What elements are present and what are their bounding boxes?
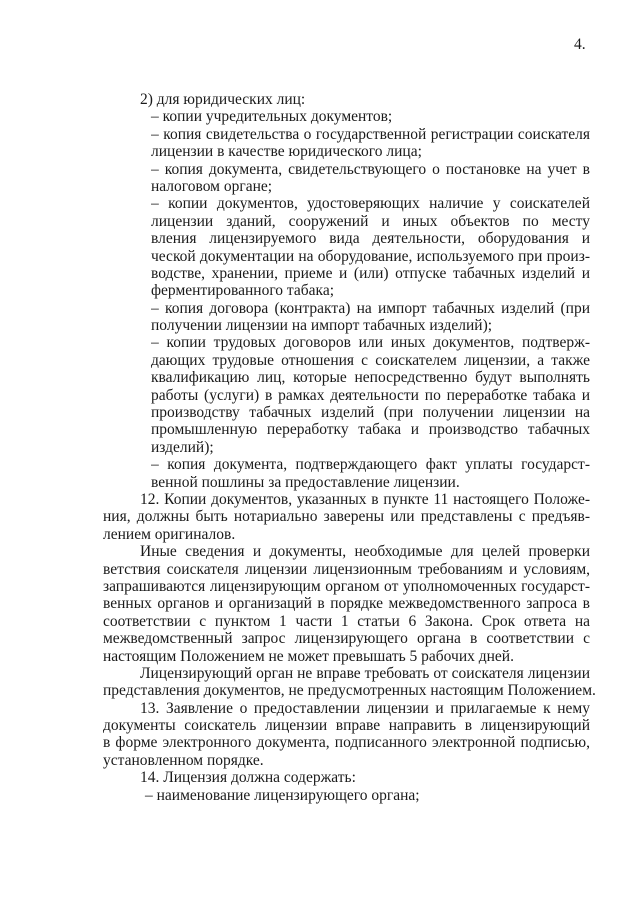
text-line: ферментированного табака; [151,282,335,300]
text-line: – копия документа, свидетельствующего о постановке на учет в [151,160,590,178]
list-item [0,108,640,125]
text-line: лицензии зданий, сооружений и иных объектов по месту [151,212,590,230]
text-line: – копия договора (контракта) на импорт табачных изделий (при [151,299,590,317]
text-line: 13. Заявление о предоставлении лицензии и прилагаемые к нему [140,699,590,717]
text-line: в форме электронного документа, подписанного электронной подписью, [103,734,590,752]
text-line: 12. Копии документов, указанных в пункте 11 настоящего Положе- [140,490,590,508]
document-body [0,91,640,804]
text-line: – копии документов, удостоверяющих наличие у соискателей [151,195,590,213]
paragraph [0,700,640,770]
list-item [0,787,640,804]
text-line: дающих трудовые отношения с соискателем лицензии, а также [151,351,590,369]
text-line: венных органов и организаций в порядке межведомственного запроса в [103,595,590,613]
text-line: 14. Лицензия должна содержать: [140,769,356,787]
section-heading [0,91,640,108]
text-line: ветствия соискателя лицензии лицензионным требованиям и условиям, [103,560,590,578]
text-line: представления документов, не предусмотренных настоящим Положением. [103,682,596,700]
text-line: – копия документа, подтверждающего факт уплаты государст- [151,456,590,474]
list-item [0,334,640,456]
text-line: промышленную переработку табака и производство табачных [151,421,590,439]
text-line: запрашиваются лицензирующим органом от уполномоченных государст- [103,577,590,595]
list-item [0,161,640,196]
text-line: Лицензирующий орган не вправе требовать от соискателя лицензии [140,664,590,682]
text-line: изделий); [151,438,214,456]
list-item [0,456,640,491]
text-line: межведомственный запрос лицензирующего органа в соответствии с [103,630,590,648]
text-line: лицензии в качестве юридического лица; [151,143,422,161]
text-line: – копии учредительных документов; [151,108,393,126]
text-line: ния, должны быть нотариально заверены или представлены с предъяв- [103,508,590,526]
text-line: налоговом органе; [151,177,273,195]
text-line: получении лицензии на импорт табачных изделий); [151,317,493,335]
text-line: документы соискатель лицензии вправе направить в лицензирующий [103,717,590,735]
text-line: квалификацию лиц, которые непосредственно будут выполнять [151,369,590,387]
text-line: – наименование лицензирующего органа; [145,786,420,804]
text-line: – копии трудовых договоров или иных документов, подтверж- [151,334,590,352]
list-item [0,126,640,161]
list-item [0,300,640,335]
text-line: работы (услуги) в рамках деятельности по переработке табака и [151,386,590,404]
paragraph [0,491,640,543]
text-line: 2) для юридических лиц: [140,91,306,108]
text-line: настоящим Положением не может превышать 5 рабочих дней. [103,647,514,665]
text-line: лением оригиналов. [103,525,236,543]
text-line: соответствии с пунктом 1 части 1 статьи 6 Закона. Срок ответа на [103,612,590,630]
text-line: – копия свидетельства о государственной регистрации соискателя [151,125,590,143]
text-line: Иные сведения и документы, необходимые для целей проверки [140,543,590,561]
text-line: установленном порядке. [103,751,264,769]
paragraph [0,665,640,700]
page-number: 4. [574,36,586,53]
section-heading [0,769,640,786]
paragraph [0,543,640,665]
text-line: водстве, хранении, приеме и (или) отпуске табачных изделий и [151,264,590,282]
text-line: венной пошлины за предоставление лицензии. [151,473,460,491]
text-line: вления лицензируемого вида деятельности, оборудования и [151,230,590,248]
text-line: производству табачных изделий (при получении лицензии на [151,404,590,422]
text-line: ческой документации на оборудование, используемого при произ- [151,247,590,265]
list-item [0,195,640,299]
